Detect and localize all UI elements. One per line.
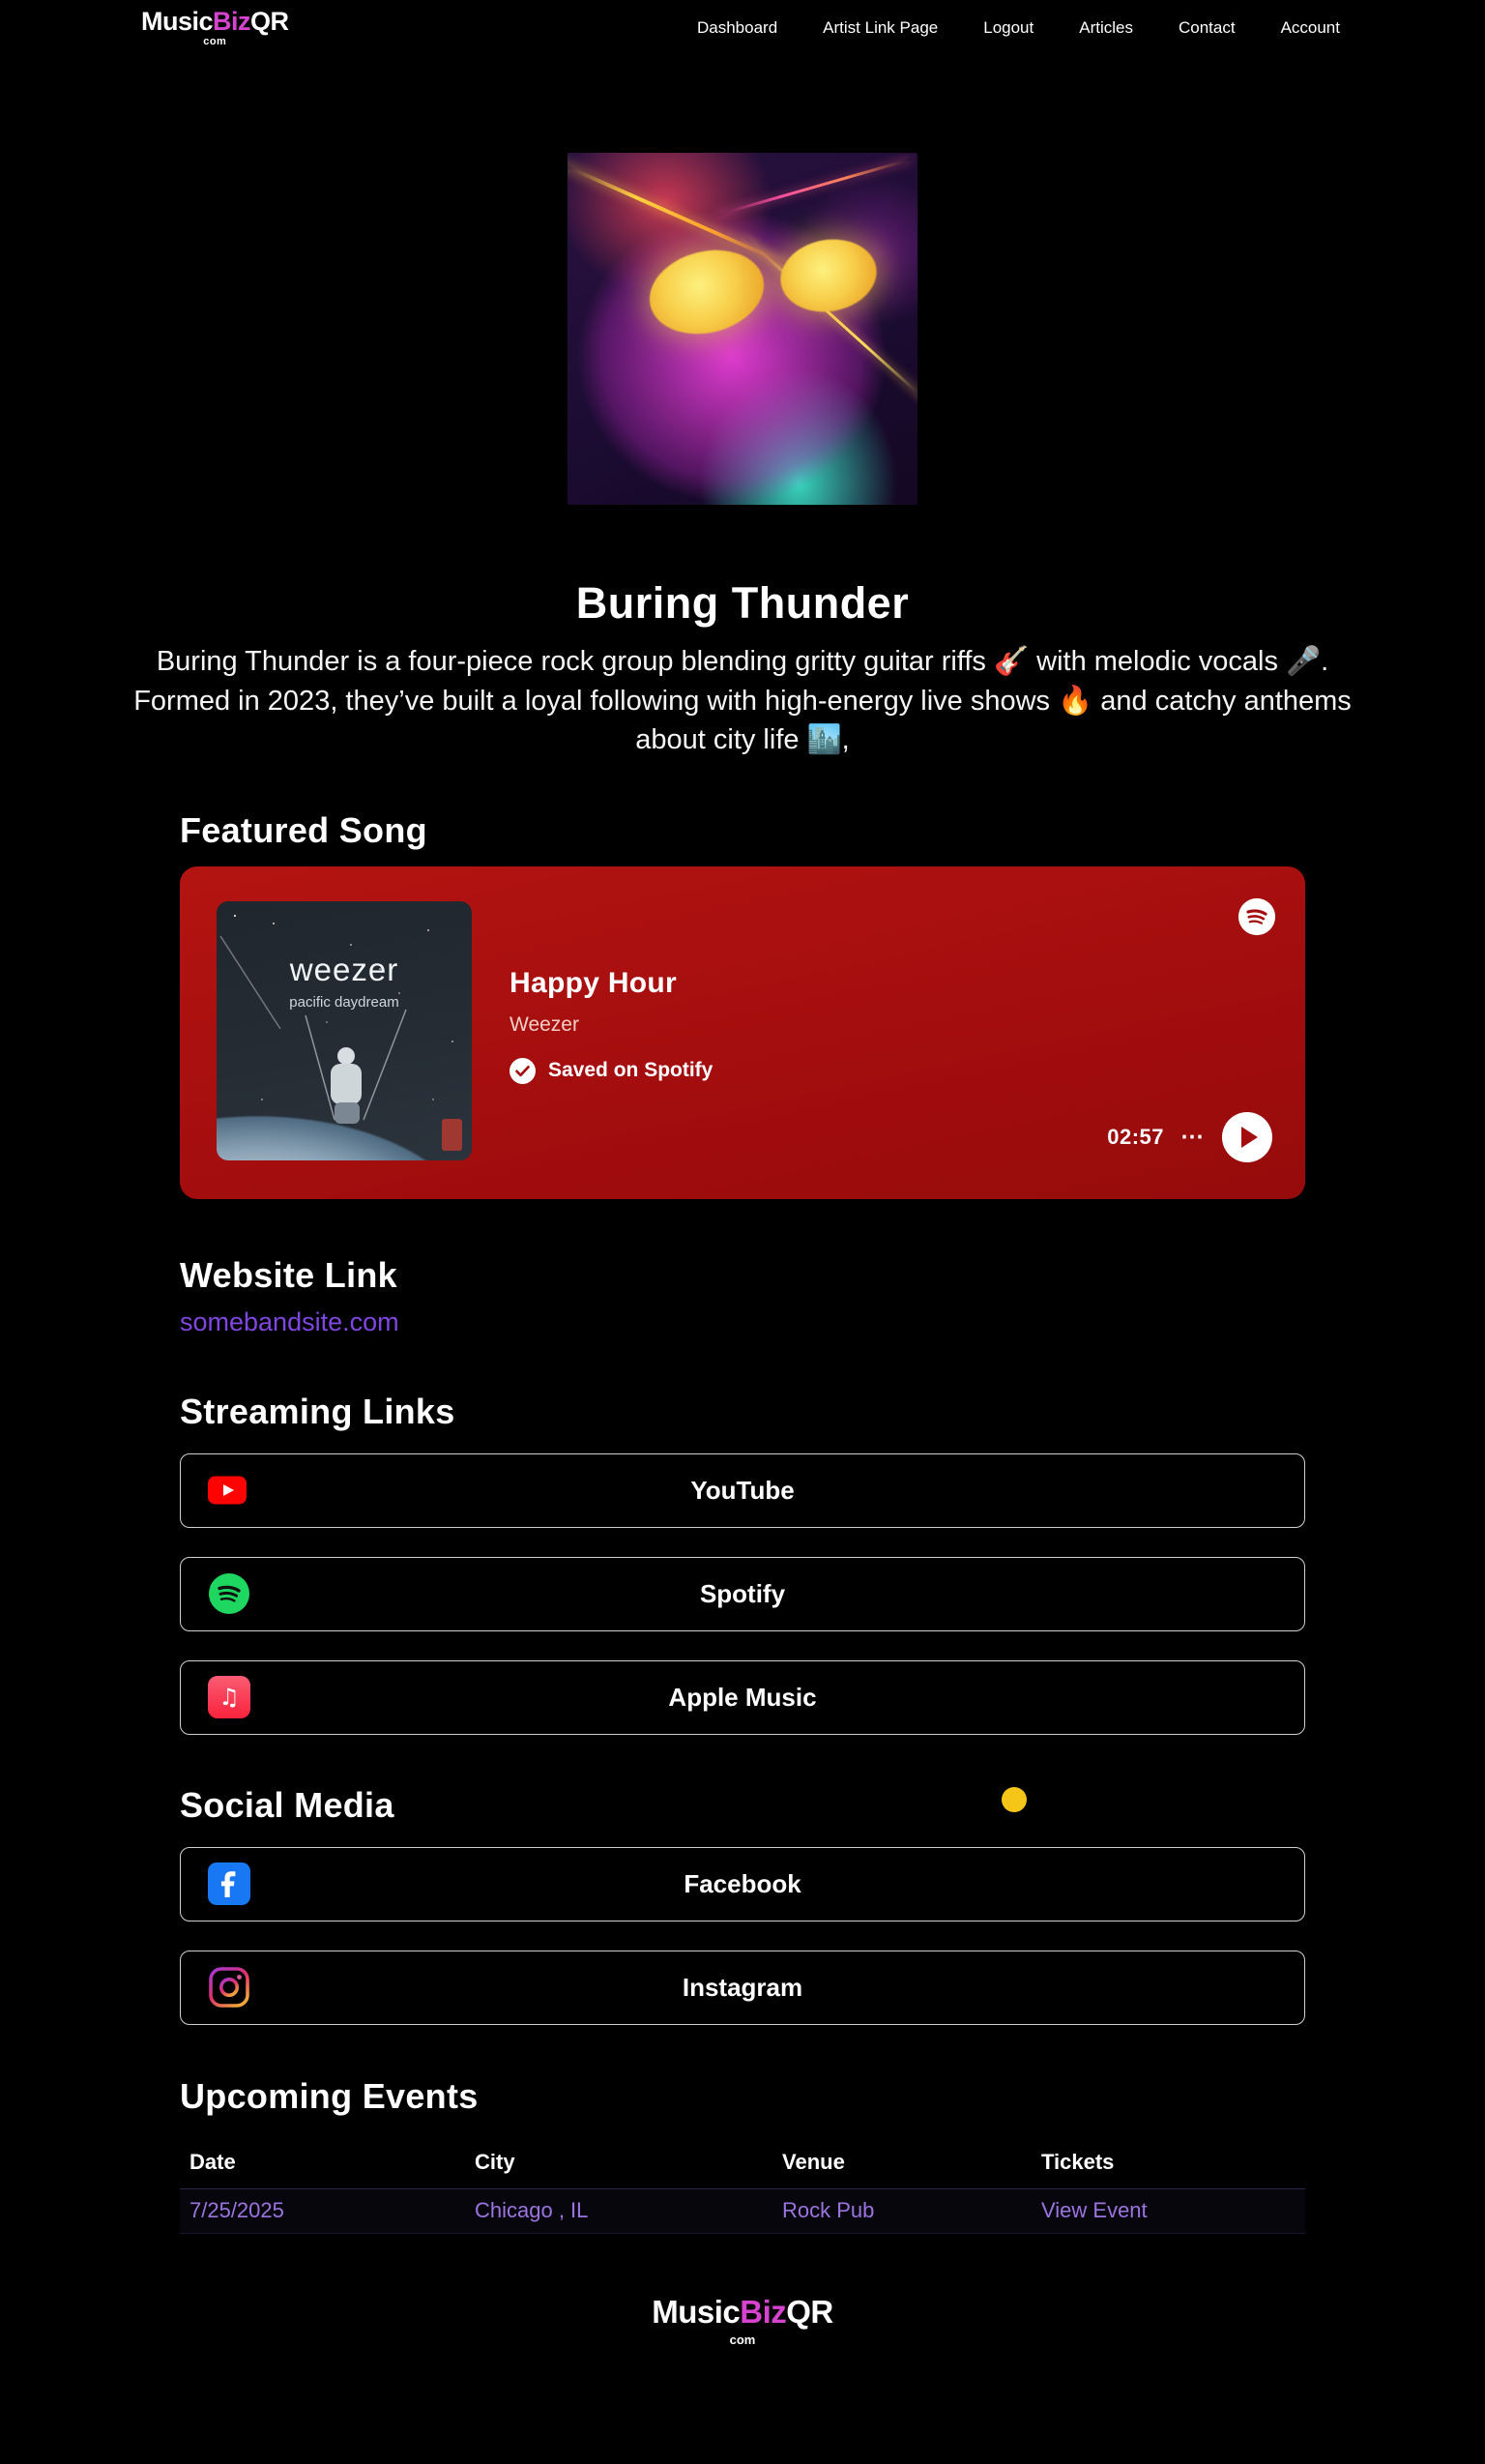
saved-label: Saved on Spotify (548, 1059, 713, 1082)
logo-music: Music (141, 7, 214, 36)
song-info (510, 967, 713, 1084)
facebook-link-button[interactable] (180, 1847, 1305, 1921)
track-duration: 02:57 (1107, 1124, 1164, 1149)
nav-articles[interactable]: Articles (1079, 18, 1133, 37)
more-options-icon[interactable]: ⋯ (1180, 1124, 1206, 1151)
play-button[interactable] (1222, 1112, 1272, 1162)
album-artist-text: weezer (289, 951, 399, 987)
col-date: Date (189, 2149, 236, 2174)
album-stamp (442, 1119, 462, 1151)
upcoming-events-heading: Upcoming Events (180, 2075, 479, 2116)
footer-logo: MusicBizQR (652, 2293, 833, 2330)
cursor-dot (1002, 1787, 1027, 1812)
album-swing-figure (217, 901, 472, 1160)
spotify-embed (180, 866, 1305, 1199)
youtube-link-button[interactable] (180, 1453, 1305, 1528)
spotify-logo-icon[interactable] (1238, 897, 1276, 941)
streaming-links-heading: Streaming Links (180, 1391, 455, 1431)
featured-song-heading: Featured Song (180, 809, 427, 850)
album-art (217, 901, 472, 1160)
social-links-list (180, 1847, 1305, 2025)
song-title: Happy Hour (510, 966, 678, 999)
main-nav (697, 18, 1340, 38)
site-logo-text (141, 9, 289, 35)
event-venue: Rock Pub (782, 2198, 875, 2223)
view-event-link[interactable]: View Event (1041, 2198, 1148, 2223)
col-city: City (475, 2149, 515, 2174)
site-logo[interactable] (141, 9, 289, 47)
instagram-link-button[interactable] (180, 1951, 1305, 2025)
check-circle-icon (510, 1058, 536, 1084)
artist-name: Buring Thunder (575, 578, 910, 628)
col-venue: Venue (782, 2149, 845, 2174)
top-nav (0, 0, 1485, 56)
logo-biz: Biz (213, 7, 251, 36)
instagram-label: Instagram (682, 1972, 803, 2002)
footer (0, 2294, 1485, 2347)
apple-music-label: Apple Music (668, 1682, 817, 1712)
footer-logo-tld: com (729, 2332, 756, 2347)
logo-qr: QR (250, 7, 289, 36)
neon-streak (568, 161, 791, 268)
streaming-links-list (180, 1453, 1305, 1735)
facebook-icon (208, 1863, 250, 1905)
nav-logout[interactable]: Logout (983, 18, 1034, 37)
event-row (180, 2188, 1305, 2234)
spotify-link-button[interactable] (180, 1557, 1305, 1631)
facebook-label: Facebook (684, 1868, 801, 1898)
website-url-link[interactable]: somebandsite.com (180, 1306, 399, 1336)
events-table-header (180, 2150, 1305, 2188)
youtube-icon (208, 1477, 247, 1505)
social-media-heading: Social Media (180, 1784, 394, 1825)
saved-status[interactable] (510, 1058, 713, 1084)
website-link-heading: Website Link (180, 1254, 397, 1295)
nav-contact[interactable]: Contact (1178, 18, 1236, 37)
nav-dashboard[interactable]: Dashboard (697, 18, 778, 37)
youtube-label: YouTube (690, 1475, 795, 1505)
col-tickets: Tickets (1041, 2149, 1115, 2174)
event-city: Chicago , IL (475, 2198, 589, 2223)
play-icon (1241, 1127, 1258, 1148)
sunglasses-lens (774, 232, 882, 319)
apple-music-link-button[interactable] (180, 1660, 1305, 1735)
sunglasses-lens (641, 239, 773, 346)
logo-tld: com (203, 36, 227, 47)
instagram-icon (208, 1966, 250, 2009)
spotify-icon (208, 1572, 250, 1615)
neon-streak (716, 158, 913, 217)
nav-artist-link-page[interactable]: Artist Link Page (823, 18, 939, 37)
artist-photo (568, 153, 917, 505)
apple-music-icon: ♫ (208, 1676, 250, 1718)
nav-account[interactable]: Account (1280, 18, 1340, 37)
player-controls (1107, 1112, 1272, 1162)
artist-bio: Buring Thunder is a four-piece rock group blending gritty guitar riffs 🎸 with melodic vocals 🎤. Formed in 2023, they’ve built a loyal following with high-energy live shows 🔥 and catchy anthems about city life 🏙️, (133, 646, 1352, 756)
album-title-text: pacific daydream (289, 993, 399, 1011)
song-artist: Weezer (510, 1012, 579, 1036)
spotify-label: Spotify (699, 1578, 786, 1608)
event-date: 7/25/2025 (189, 2198, 284, 2223)
